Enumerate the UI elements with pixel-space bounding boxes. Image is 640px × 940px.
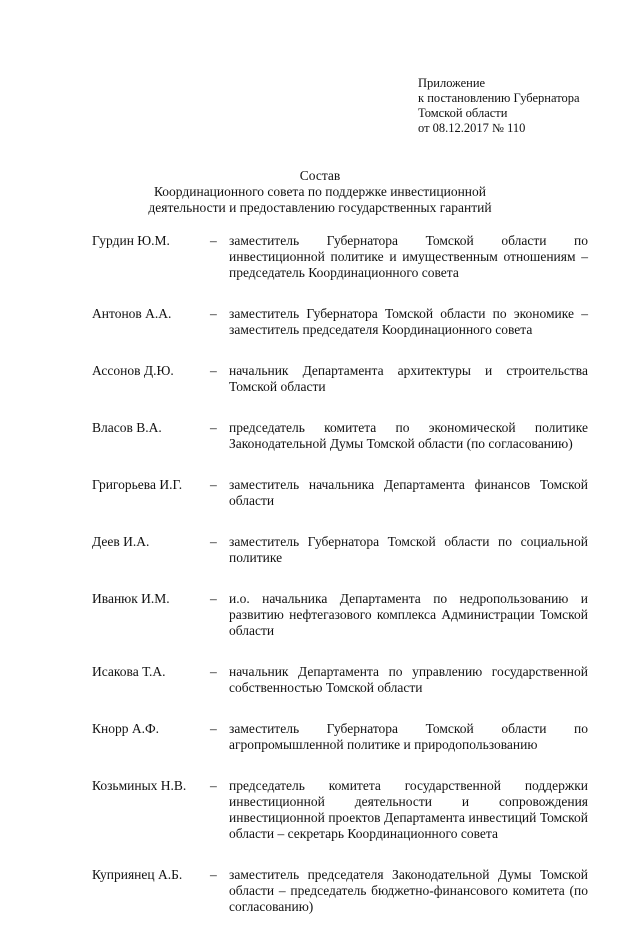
member-dash: – [210, 363, 217, 378]
member-row [92, 778, 588, 842]
appendix-line-4: от 08.12.2017 № 110 [418, 121, 526, 135]
member-role: заместитель Губернатора Томской области по экономике – заместитель председателя Координационного совета [229, 306, 588, 337]
member-name: Кнорр А.Ф. [92, 721, 160, 736]
member-name: Ассонов Д.Ю. [92, 363, 174, 378]
member-role: председатель комитета государственной поддержки инвестиционной деятельности и сопровождения инвестиционной проектов Департамента инвестиций Томской области – секретарь Координационного совета [229, 778, 588, 841]
member-row [92, 363, 588, 395]
member-dash: – [210, 591, 217, 606]
member-dash: – [210, 477, 217, 492]
appendix-line-3: Томской области [418, 106, 508, 120]
member-name: Антонов А.А. [92, 306, 172, 321]
member-role: начальник Департамента по управлению государственной собственностью Томской области [229, 664, 588, 695]
member-dash: – [210, 534, 217, 549]
member-name: Исакова Т.А. [92, 664, 166, 679]
title-line-2: Координационного совета по поддержке инвестиционной [153, 184, 487, 199]
member-dash: – [210, 664, 217, 679]
member-row [92, 420, 588, 452]
member-role: заместитель Губернатора Томской области по социальной политике [229, 534, 588, 565]
member-name: Власов В.А. [92, 420, 162, 435]
member-role: заместитель Губернатора Томской области по инвестиционной политике и имущественным отношениям – председатель Координационного совета [229, 233, 588, 280]
member-name: Куприянец А.Б. [92, 867, 183, 882]
member-name: Гурдин Ю.М. [92, 233, 170, 248]
member-role: заместитель Губернатора Томской области по агропромышленной политике и природопользованию [229, 721, 588, 752]
appendix-line-1: Приложение [418, 76, 486, 90]
member-row [92, 477, 588, 509]
member-row [92, 233, 588, 281]
document-title [0, 168, 640, 216]
member-row [92, 867, 588, 915]
member-role: заместитель председателя Законодательной Думы Томской области – председатель бюджетно-финансового комитета (по согласованию) [229, 867, 588, 914]
appendix-line-2: к постановлению Губернатора [418, 91, 580, 105]
member-dash: – [210, 420, 217, 435]
member-row [92, 591, 588, 639]
member-role: и.о. начальника Департамента по недропользованию и развитию нефтегазового комплекса Администрации Томской области [229, 591, 588, 638]
member-dash: – [210, 867, 217, 882]
member-name: Григорьева И.Г. [92, 477, 183, 492]
member-row [92, 534, 588, 566]
member-name: Козьминых Н.В. [92, 778, 187, 793]
member-role: начальник Департамента архитектуры и строительства Томской области [229, 363, 588, 394]
members-list [92, 233, 588, 940]
member-dash: – [210, 721, 217, 736]
member-row [92, 721, 588, 753]
member-name: Деев И.А. [92, 534, 150, 549]
member-row [92, 306, 588, 338]
member-dash: – [210, 778, 217, 793]
member-row [92, 664, 588, 696]
title-line-1: Состав [299, 168, 341, 183]
member-dash: – [210, 306, 217, 321]
appendix-block [418, 76, 580, 136]
title-line-3: деятельности и предоставлению государственных гарантий [148, 200, 492, 215]
member-name: Иванюк И.М. [92, 591, 170, 606]
member-role: заместитель начальника Департамента финансов Томской области [229, 477, 588, 508]
member-role: председатель комитета по экономической политике Законодательной Думы Томской области (по согласованию) [229, 420, 588, 451]
member-dash: – [210, 233, 217, 248]
